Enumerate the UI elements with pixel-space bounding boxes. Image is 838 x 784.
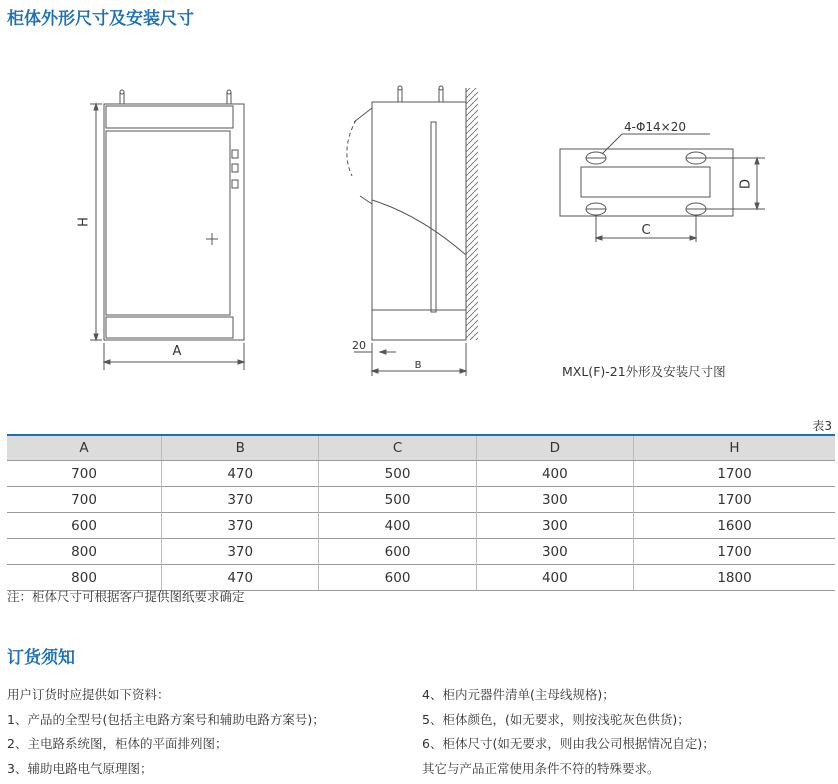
list-item: 1、产品的全型号(包括主电路方案号和辅助电路方案号)；: [7, 711, 325, 727]
table-cell: 370: [162, 539, 319, 565]
table-cell: 400: [319, 513, 476, 539]
list-item: 2、主电路系统图，柜体的平面排列图；: [7, 736, 228, 751]
table-cell: 700: [7, 487, 162, 513]
label-a: A: [172, 344, 182, 359]
table-cell: 800: [7, 539, 162, 565]
header-cell: A: [7, 435, 162, 461]
table-row: [7, 539, 835, 565]
table-cell: 500: [319, 461, 476, 487]
table-cell: 300: [476, 539, 633, 565]
table-cell: 370: [162, 513, 319, 539]
list-item: 用户订货时应提供如下资料：: [7, 687, 170, 702]
label-hole-spec: 4-Φ14×20: [624, 120, 687, 134]
table-cell: 800: [7, 565, 162, 591]
section-title-ordering: 订货须知: [7, 648, 75, 668]
table-cell: 400: [476, 565, 633, 591]
table-cell: 1600: [634, 513, 835, 539]
list-item: 3、辅助电路电气原理图；: [7, 760, 153, 776]
table-cell: 400: [476, 461, 633, 487]
table-cell: 470: [162, 461, 319, 487]
header-cell: B: [162, 435, 319, 461]
table-cell: 600: [319, 565, 476, 591]
section-title-dimensions: 柜体外形尺寸及安装尺寸: [7, 9, 194, 29]
label-20: 20: [352, 339, 366, 352]
table-row: [7, 513, 835, 539]
label-c: C: [641, 223, 651, 238]
table-cell: 600: [7, 513, 162, 539]
table-cell: 600: [319, 539, 476, 565]
label-b: B: [414, 360, 422, 371]
table-row: [7, 487, 835, 513]
list-item: 5、柜体颜色，(如无要求，则按浅驼灰色供货)；: [422, 711, 690, 727]
table-header-row: [7, 435, 835, 461]
table-cell: 300: [476, 513, 633, 539]
list-item: 4、柜内元器件清单(主母线规格)；: [422, 687, 615, 702]
table-cell: 370: [162, 487, 319, 513]
list-item: 其它与产品正常使用条件不符的特殊要求。: [422, 760, 660, 776]
table-row: [7, 461, 835, 487]
table-cell: 1700: [634, 539, 835, 565]
table-number: 表3: [812, 419, 832, 433]
dimensions-table: [7, 434, 835, 591]
table-note: 注：柜体尺寸可根据客户提供图纸要求确定: [7, 589, 245, 604]
table-cell: 500: [319, 487, 476, 513]
header-cell: D: [476, 435, 633, 461]
table-cell: 1800: [634, 565, 835, 591]
front-view: [90, 90, 244, 370]
label-d: D: [738, 178, 754, 190]
table-cell: 470: [162, 565, 319, 591]
table-cell: 1700: [634, 487, 835, 513]
list-item: 6、柜体尺寸(如无要求，则由我公司根据情况自定)；: [422, 736, 715, 751]
figure-caption: MXL(F)-21外形及安装尺寸图: [562, 364, 726, 379]
table-cell: 1700: [634, 461, 835, 487]
label-h: H: [76, 217, 92, 227]
order-info-right: [422, 686, 715, 784]
table-cell: 700: [7, 461, 162, 487]
side-view: [347, 86, 478, 376]
header-cell: H: [634, 435, 835, 461]
order-info-left: [7, 686, 325, 784]
table-cell: 300: [476, 487, 633, 513]
mounting-plan: [560, 134, 765, 242]
header-cell: C: [319, 435, 476, 461]
